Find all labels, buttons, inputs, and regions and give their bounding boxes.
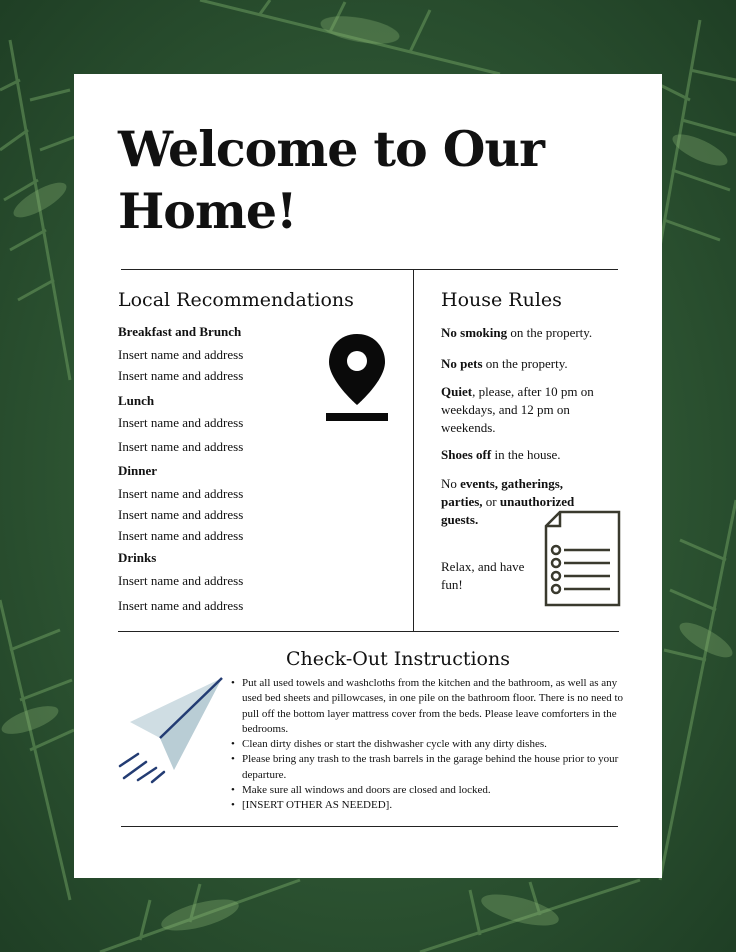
list-item: Insert name and address: [118, 573, 244, 588]
divider-vertical: [413, 269, 414, 631]
rule-no-guests-bold: unauthorized guests.: [441, 494, 575, 527]
rule-relax: [441, 558, 531, 594]
group-label-dinner: Dinner: [118, 463, 157, 478]
list-item: • Make sure all windows and doors are closed and locked.: [231, 783, 631, 798]
group-label-lunch: Lunch: [118, 393, 155, 408]
rule-quiet-text: , please, after 10 pm on weekdays, and 12 pm on weekends.: [441, 384, 594, 435]
rule-no-smoking-bold: No smoking: [441, 325, 508, 340]
list-item: Insert name and address: [118, 598, 244, 613]
checkout-list: [231, 676, 631, 814]
list-item: Insert name and address: [118, 347, 244, 362]
map-pin-icon: [324, 331, 390, 423]
paper-plane-icon: [116, 674, 228, 786]
divider-top: [121, 269, 618, 270]
group-label-breakfast: Breakfast and Brunch: [118, 324, 242, 339]
rule-no-pets-bold: No pets: [441, 356, 483, 371]
list-item: • Put all used towels and washcloths from the kitchen and the bathroom, as well as any used bed sheets and pillowcases, in one pile on the bathroom floor. There is no need to pull off the bottom layer mattress cover from the beds. Please leave comforters in the bedrooms.: [231, 676, 631, 737]
rule-no-events-pre: No: [441, 476, 461, 491]
house-rules-heading: House Rules: [441, 289, 562, 311]
page-title: Welcome to Our Home!: [118, 120, 544, 240]
list-item: Insert name and address: [118, 507, 244, 522]
list-item: • [INSERT OTHER AS NEEDED].: [231, 798, 631, 813]
rule-shoes-off-bold: Shoes off: [441, 447, 492, 462]
list-item: • Please bring any trash to the trash barrels in the garage behind the house prior to your departure.: [231, 752, 631, 783]
list-item: Insert name and address: [118, 415, 244, 430]
rule-no-events-mid: or: [482, 494, 500, 509]
welcome-card: [74, 74, 662, 878]
list-item: Insert name and address: [118, 528, 244, 543]
checkout-heading: Check-Out Instructions: [286, 648, 510, 670]
rule-relax-text: Relax, and have fun!: [441, 559, 525, 592]
rule-no-events-bold: events, gatherings, parties,: [441, 476, 564, 509]
list-item: • Clean dirty dishes or start the dishwasher cycle with any dirty dishes.: [231, 737, 631, 752]
rule-quiet: [441, 383, 601, 437]
rule-no-pets: [441, 355, 631, 373]
rule-quiet-bold: Quiet: [441, 384, 473, 399]
list-item: Insert name and address: [118, 486, 244, 501]
divider-bottom: [121, 826, 618, 827]
rule-shoes-off-text: in the house.: [491, 447, 561, 462]
list-item: Insert name and address: [118, 368, 244, 383]
local-recommendations-heading: Local Recommendations: [118, 289, 354, 311]
list-item: Insert name and address: [118, 439, 244, 454]
rule-shoes-off: [441, 446, 631, 464]
divider-middle: [118, 631, 619, 632]
rule-no-smoking: [441, 324, 631, 342]
group-label-drinks: Drinks: [118, 550, 157, 565]
checklist-icon: [544, 510, 622, 608]
rule-no-smoking-text: on the property.: [507, 325, 593, 340]
rule-no-pets-text: on the property.: [482, 356, 568, 371]
